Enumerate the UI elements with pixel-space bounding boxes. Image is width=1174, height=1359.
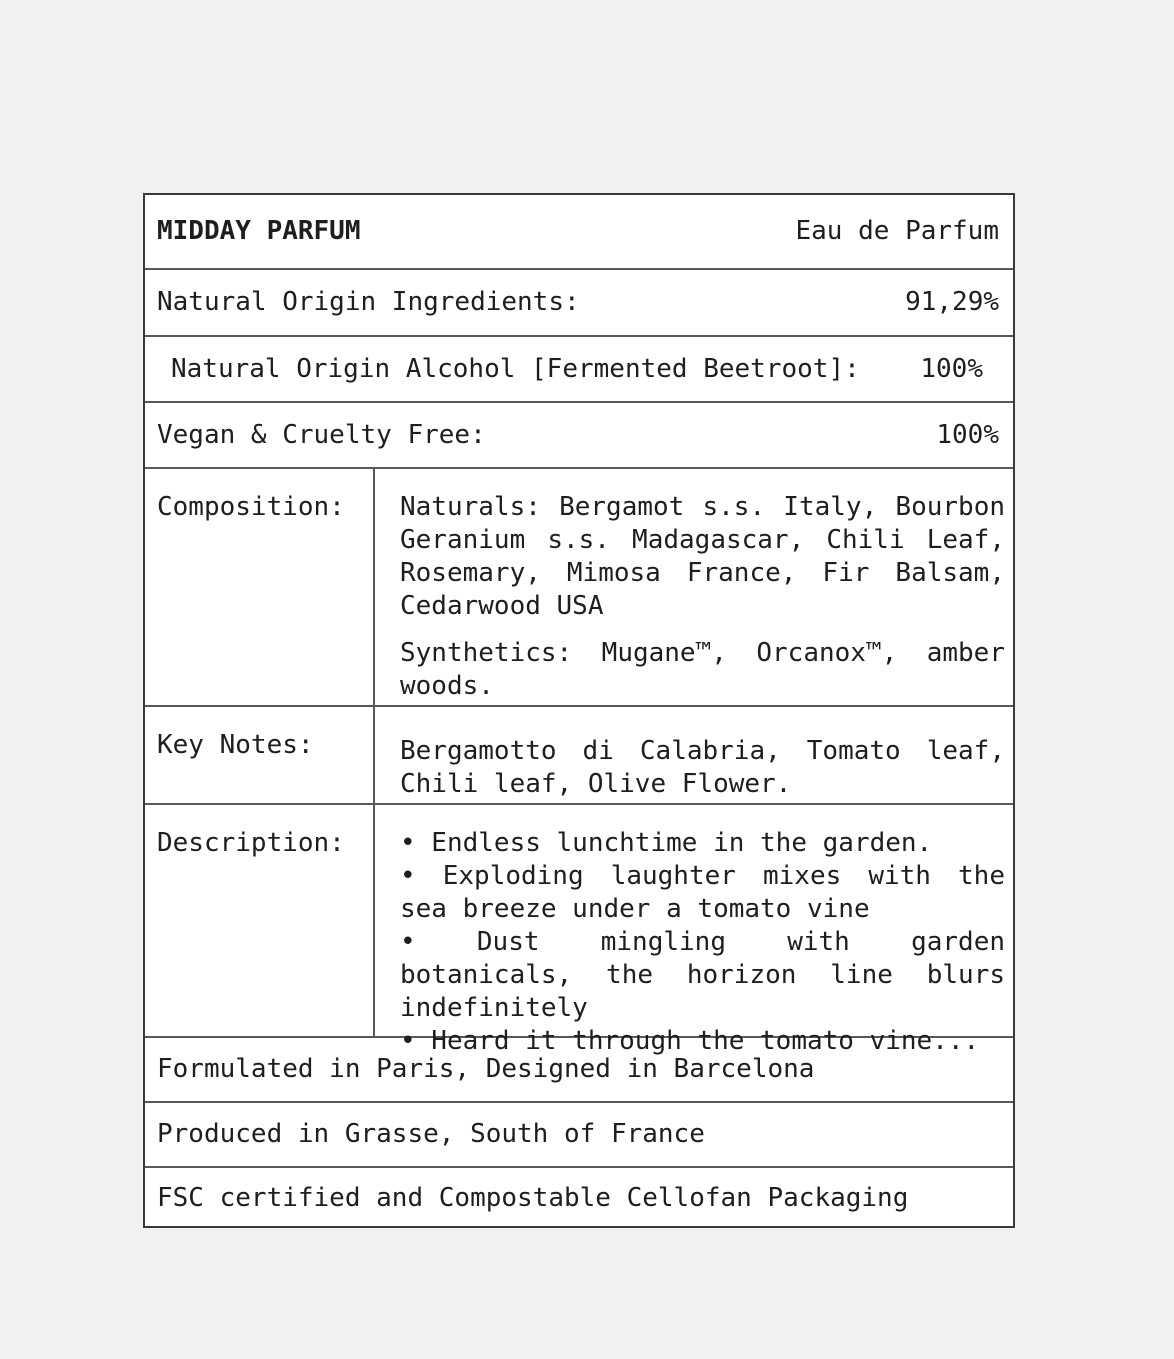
- section-row-description: [145, 803, 1013, 1056]
- fact-value: 100%: [920, 353, 983, 384]
- section-label: Description:: [157, 828, 345, 858]
- section-row-composition: [145, 467, 1013, 705]
- footer-text: FSC certified and Compostable Cellofan Packaging: [157, 1182, 909, 1213]
- fact-row-natural-origin-alcohol: [145, 335, 1013, 401]
- bullet-item: • Heard it through the tomato vine...: [400, 1026, 980, 1056]
- section-label: Key Notes:: [157, 730, 314, 760]
- footer-row-produced: [145, 1101, 1013, 1166]
- fact-label: Natural Origin Ingredients:: [157, 287, 580, 317]
- section-content: [373, 805, 1013, 1056]
- fact-value: 100%: [936, 419, 999, 450]
- footer-text: Formulated in Paris, Designed in Barcelona: [157, 1054, 815, 1084]
- fact-label: Natural Origin Alcohol [Fermented Beetroot]:: [171, 353, 860, 384]
- product-title: MIDDAY PARFUM: [157, 216, 361, 246]
- section-content: [373, 469, 1013, 705]
- bullet-item: • Dust mingling with garden botanicals, the horizon line blurs indefinitely: [400, 927, 1005, 1023]
- section-content: [373, 707, 1013, 803]
- fact-label: Vegan & Cruelty Free:: [157, 419, 486, 450]
- footer-text: Produced in Grasse, South of France: [157, 1119, 705, 1149]
- paragraph-naturals: Naturals: Bergamot s.s. Italy, Bourbon Geranium s.s. Madagascar, Chili Leaf, Rosemary, Mimosa France, Fir Balsam, Cedarwood USA: [400, 492, 1005, 621]
- fact-row-vegan-cruelty-free: [145, 401, 1013, 467]
- product-type: Eau de Parfum: [795, 216, 999, 246]
- section-row-key-notes: [145, 705, 1013, 803]
- section-label: Composition:: [157, 492, 345, 522]
- bullet-item: • Endless lunchtime in the garden.: [400, 828, 933, 858]
- footer-row-packaging: [145, 1166, 1013, 1228]
- paragraph-key-notes: Bergamotto di Calabria, Tomato leaf, Chili leaf, Olive Flower.: [400, 736, 1005, 799]
- fact-value: 91,29%: [905, 287, 999, 317]
- fact-row-natural-origin-ingredients: [145, 268, 1013, 335]
- bullet-item: • Exploding laughter mixes with the sea breeze under a tomato vine: [400, 861, 1005, 924]
- title-row: [145, 195, 1013, 268]
- spec-sheet: [143, 193, 1015, 1228]
- paragraph-synthetics: Synthetics: Mugane™, Orcanox™, amber woods.: [400, 638, 1005, 701]
